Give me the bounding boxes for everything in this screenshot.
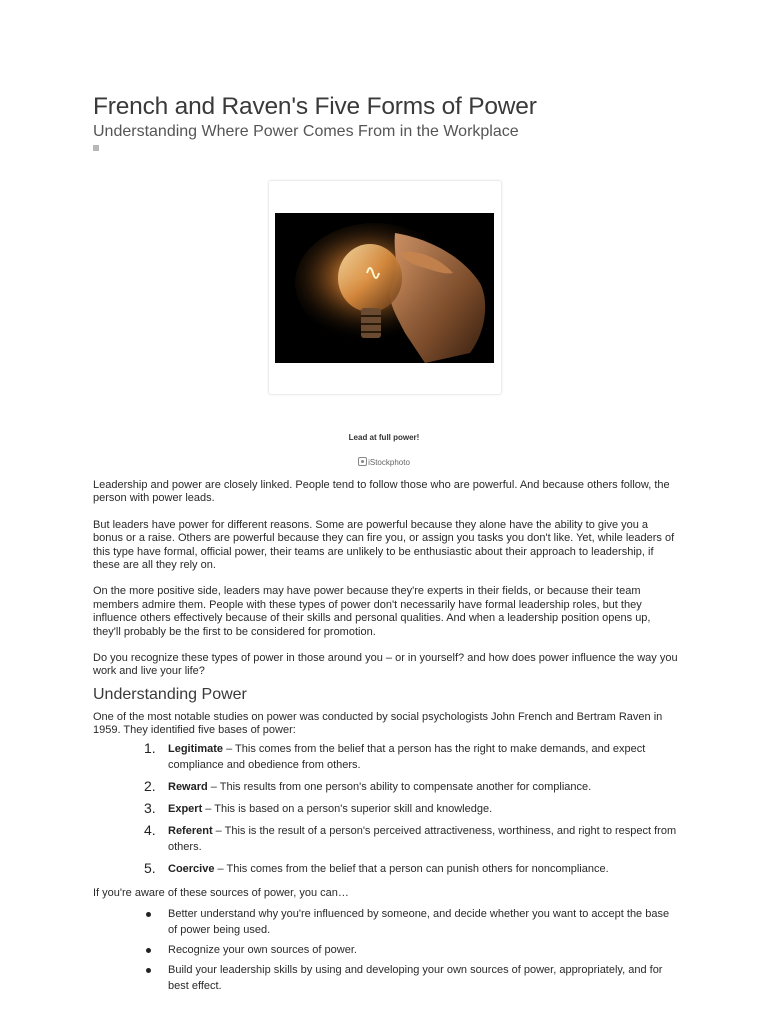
power-description: – This is based on a person's superior skill and knowledge. — [202, 802, 493, 815]
list-item — [144, 799, 678, 817]
camera-icon — [358, 457, 367, 466]
decorative-square-icon — [93, 145, 99, 151]
lightbulb-in-hand-image — [275, 213, 494, 363]
power-description: – This results from one person's ability to compensate another for compliance. — [207, 780, 592, 793]
intro-paragraph-2: But leaders have power for different reasons. Some are powerful because they alone have the ability to give you a bonus or a raise. Others are powerful because they can fire you, or assign you tasks you don't like. Yet, while leaders of this type have formal, official power, their teams are unlikely to be enthusiastic about their approach to leadership, if these are all they rely on. — [93, 518, 675, 572]
power-term: Coercive — [168, 862, 215, 875]
section-heading: Understanding Power — [93, 685, 247, 703]
power-term: Expert — [168, 802, 203, 815]
page-title: French and Raven's Five Forms of Power — [93, 93, 537, 120]
image-credit — [0, 457, 768, 467]
figure-caption: Lead at full power! — [348, 433, 420, 442]
list-item: Build your leadership skills by using and developing your own sources of power, appropriately, and for best effect. — [168, 962, 678, 994]
article-figure — [268, 180, 502, 395]
list-item — [144, 821, 678, 855]
aware-intro: If you're aware of these sources of power, you can… — [93, 886, 349, 899]
powers-list — [93, 741, 678, 877]
list-number: 5. — [144, 859, 156, 876]
power-description: – This is the result of a person's perceived attractiveness, worthiness, and right to respect from others. — [168, 824, 677, 853]
list-item — [144, 739, 678, 773]
article-header — [93, 92, 678, 151]
image-credit-text: iStockphoto — [368, 458, 410, 467]
intro-paragraph-4: Do you recognize these types of power in those around you – or in yourself? and how does power influence the way you work and live your life? — [93, 652, 678, 678]
list-item: Recognize your own sources of power. — [168, 942, 678, 958]
power-term: Reward — [168, 780, 208, 793]
list-number: 1. — [144, 739, 156, 756]
article-body — [93, 479, 678, 998]
power-description: – This comes from the belief that a person has the right to make demands, and expect compliance and obedience from others. — [168, 742, 646, 771]
power-description: – This comes from the belief that a person can punish others for noncompliance. — [214, 862, 609, 875]
power-term: Referent — [168, 824, 213, 837]
page-subtitle: Understanding Where Power Comes From in the Workplace — [93, 123, 519, 140]
intro-paragraph-1: Leadership and power are closely linked. People tend to follow those who are powerful. And because others follow, the person with power leads. — [93, 479, 670, 505]
intro-paragraph-3: On the more positive side, leaders may have power because they're experts in their fields, or because their team members admire them. People with these types of power don't necessarily have formal leadership roles, but they influence others effectively because of their skills and personal qualities. And when a leadership position opens up, they'll probably be the first to be considered for promotion. — [93, 585, 651, 638]
benefits-list — [93, 906, 678, 994]
section-intro: One of the most notable studies on power was conducted by social psychologists John French and Bertram Raven in 1959. They identified five bases of power: — [93, 710, 663, 737]
list-item — [144, 777, 678, 795]
list-item: Better understand why you're influenced by someone, and decide whether you want to accept the base of power being used. — [168, 906, 678, 938]
list-item — [144, 859, 678, 877]
list-number: 2. — [144, 777, 156, 794]
list-number: 3. — [144, 799, 156, 816]
power-term: Legitimate — [168, 742, 224, 755]
list-number: 4. — [144, 821, 156, 838]
